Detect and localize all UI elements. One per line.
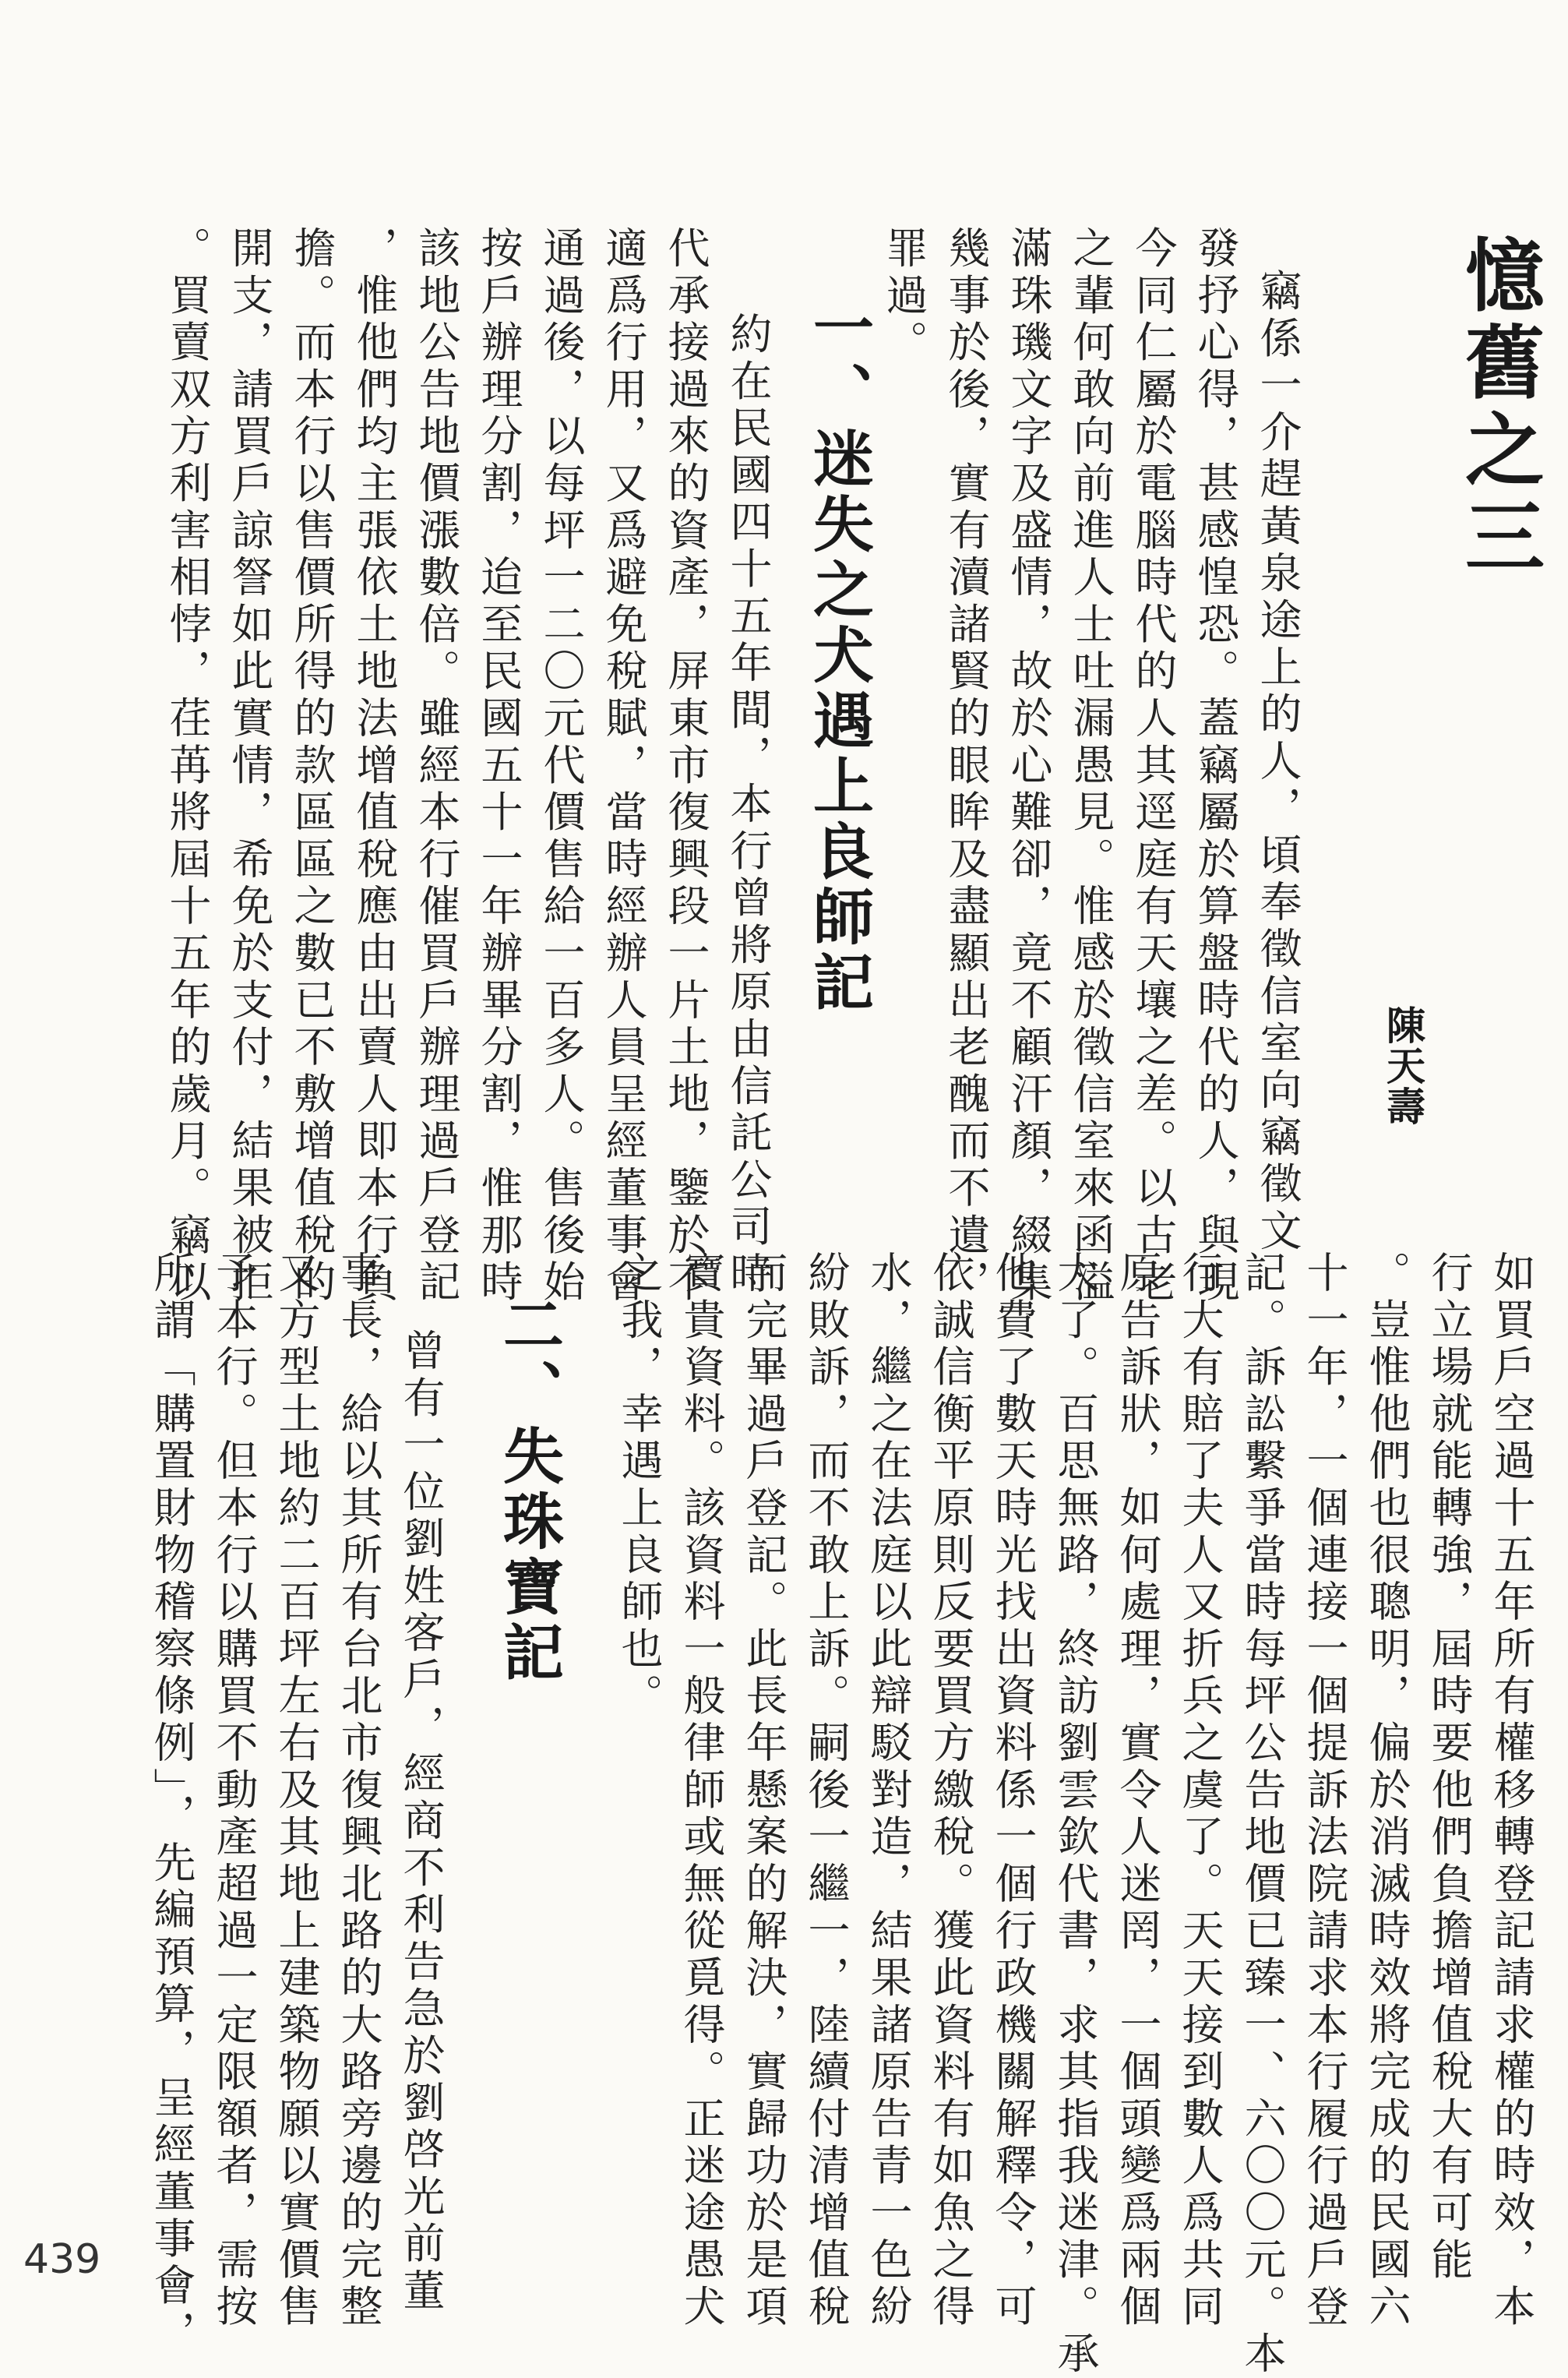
section-1-cont-line-1: 如買戶空過十五年所有權移轉登記請求權的時效，本 bbox=[1487, 1251, 1536, 2331]
section-2-line-2: 事長，給以其所有台北市復興北路的大路旁邊的完整 bbox=[334, 1251, 383, 2331]
section-1-cont-line-7: 原告訴狀，如何處理，實令人迷罔，一個頭變爲兩個 bbox=[1113, 1251, 1162, 2331]
section-1-line-6: 該地公告地價漲數倍。雖經本行催買戶辦理過戶登記 bbox=[412, 226, 461, 1307]
section-1-cont-line-5: 記。訴訟繫爭當時每坪公告地價已臻一、六〇〇元。本 bbox=[1238, 1251, 1287, 2378]
section-1-line-5: 按戶辦理分割，迨至民國五十一年辦畢分割，惟那時 bbox=[474, 226, 523, 1307]
section-1-cont-line-12: 紛敗訴，而不敢上訴。嗣後一繼一，陸續付清增值稅 bbox=[802, 1251, 851, 2331]
section-2-line-5: 所謂「購置財物稽察條例」，先編預算，呈經董事會， bbox=[147, 1251, 196, 2358]
intro-line-1: 竊係一介趕黃泉途上的人，頃奉徵信室向竊徵文 bbox=[1253, 269, 1302, 1256]
intro-line-7: 罪過。 bbox=[879, 226, 928, 367]
section-1-cont-line-10: 依誠信衡平原則反要買方繳稅。獲此資料有如魚之得 bbox=[926, 1251, 975, 2331]
section-1-line-4: 通過後，以每坪一二〇元代價售給一百多人。售後始 bbox=[537, 226, 586, 1307]
section-1-line-3: 適爲行用，又爲避免稅賦，當時經辦人員呈經董事會 bbox=[599, 226, 648, 1307]
section-1-cont-line-6: 行大有賠了夫人又折兵之虞了。天天接到數人爲共同 bbox=[1175, 1251, 1224, 2331]
section-1-cont-line-13: 而完畢過戶登記。此長年懸案的解決，實歸功於是項 bbox=[739, 1251, 788, 2331]
section-1-line-2: 代承接過來的資產，屏東市復興段一片土地，鑒於不 bbox=[661, 226, 710, 1307]
section-1-cont-line-2: 行立場就能轉強，屆時要他們負擔增值稅大有可能 bbox=[1425, 1251, 1474, 2285]
section-1-cont-line-11: 水，繼之在法庭以此辯駁對造，結果諸原告青一色紛 bbox=[864, 1251, 913, 2331]
intro-line-5: 滿珠璣文字及盛情，故於心難卻，竟不顧汗顏，綴集 bbox=[1004, 226, 1053, 1307]
article-title: 憶舊之三 bbox=[1452, 234, 1545, 583]
section-1-line-10: 。買賣双方利害相悖，荏苒將屆十五年的歲月。竊以 bbox=[163, 226, 212, 1307]
section-2-line-3: 又方型土地約二百坪左右及其地上建築物願以實價售 bbox=[272, 1251, 321, 2331]
section-1-line-8: 擔。而本行以售價所得的款區區之數已不敷增值稅的 bbox=[287, 226, 337, 1307]
section-1-cont-line-14: 寶貴資料。該資料一般律師或無從覓得。正迷途愚犬 bbox=[677, 1251, 726, 2331]
author-name: 陳天壽 bbox=[1380, 1005, 1425, 1127]
section-1-line-7: ，惟他們均主張依土地法增值稅應由出賣人即本行負 bbox=[350, 226, 399, 1307]
section-1-cont-line-3: 。豈惟他們也很聰明，偏於消滅時效將完成的民國六 bbox=[1362, 1251, 1411, 2331]
section-1-cont-line-15: 之我，幸遇上良師也。 bbox=[615, 1251, 664, 1720]
intro-line-2: 發抒心得，甚感惶恐。蓋竊屬於算盤時代的人，與現 bbox=[1191, 226, 1240, 1307]
section-2-line-1: 曾有一位劉姓客戶，經商不利告急於劉啓光前董 bbox=[396, 1328, 446, 2316]
section-2-line-4: 予本行。但本行以購買不動產超過一定限額者，需按 bbox=[210, 1251, 259, 2331]
section-1-cont-line-9: 他費了數天時光找出資料係一個行政機關解釋令，可 bbox=[988, 1251, 1038, 2331]
section-1-line-1: 約在民國四十五年間，本行曾將原由信託公司時 bbox=[724, 312, 773, 1299]
intro-line-3: 今同仁屬於電腦時代的人其逕庭有天壤之差。以古老 bbox=[1129, 226, 1178, 1307]
intro-line-6: 幾事於後，實有瀆諸賢的眼眸及盡顯出老醜而不遺， bbox=[942, 226, 991, 1307]
section-1-line-9: 開支，請買戶諒詧如此實情，希免於支付，結果被拒 bbox=[225, 226, 274, 1307]
section-1-cont-line-8: 大了。百思無路，終訪劉雲欽代書，求其指我迷津。承 bbox=[1051, 1251, 1100, 2378]
section-2-heading: 二、失珠寶記 bbox=[493, 1293, 563, 1686]
page-number: 439 bbox=[23, 2236, 101, 2283]
section-1-cont-line-4: 十一年，一個連接一個提訴法院請求本行履行過戶登 bbox=[1300, 1251, 1349, 2331]
intro-line-4: 之輩何敢向前進人士吐漏愚見。惟感於徵信室來函溢 bbox=[1066, 226, 1115, 1307]
section-1-heading: 一、迷失之犬遇上良師記 bbox=[803, 296, 873, 1016]
